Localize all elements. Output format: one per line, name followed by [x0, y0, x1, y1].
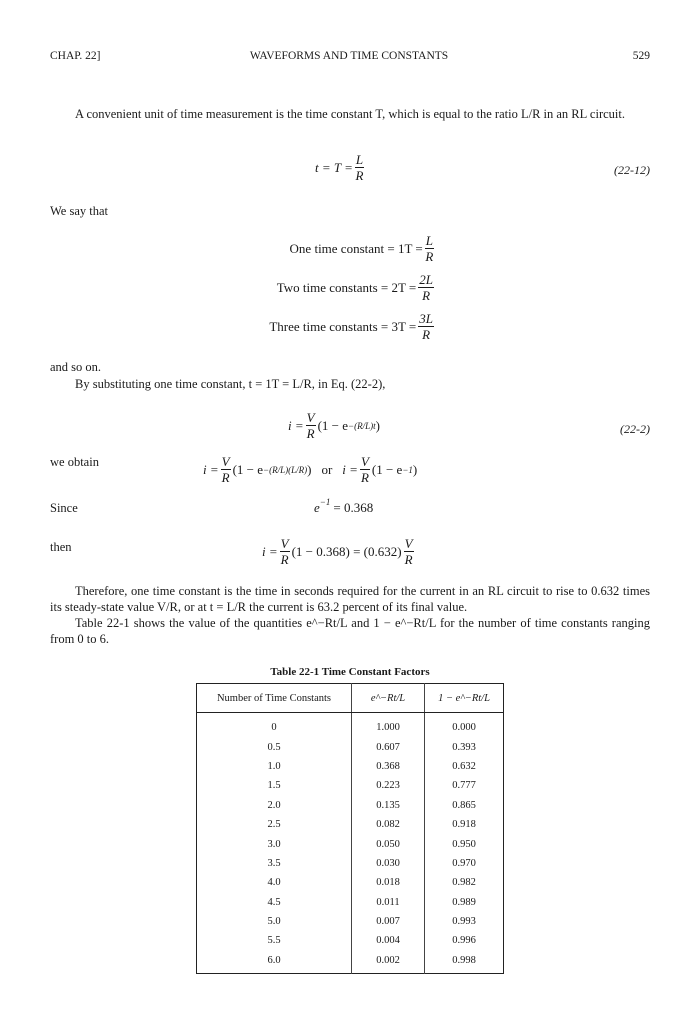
- paren: ): [412, 461, 418, 477]
- table-cell: 0.393: [452, 741, 476, 753]
- table-cell: 0.5: [197, 737, 352, 756]
- table-row: [197, 912, 504, 931]
- equation-we-obtain: [203, 454, 417, 485]
- table-row: [197, 893, 504, 912]
- paragraph-intro: A convenient unit of time measurement is the time constant T, which is equal to the ratio L/R in an RL circuit.: [75, 107, 625, 121]
- table-row: [197, 834, 504, 853]
- table-caption: Table 22-1 Time Constant Factors: [270, 666, 430, 678]
- table-cell: 0.002: [352, 951, 425, 974]
- time-constant-table: [196, 683, 504, 974]
- denominator: R: [221, 470, 230, 485]
- table-cell: 0.993: [452, 916, 476, 928]
- table-cell: 1.000: [352, 713, 425, 738]
- fraction: [404, 536, 414, 567]
- table-cell: 4.0: [197, 873, 352, 892]
- table-cell: 0.989: [452, 896, 476, 908]
- exponent: −1: [402, 464, 413, 475]
- time-constant-row: [277, 272, 436, 303]
- numerator: 3L: [419, 311, 433, 326]
- table-cell: 3.0: [197, 834, 352, 853]
- eq-lhs: t = T =: [315, 159, 353, 175]
- table-row: [197, 873, 504, 892]
- denominator: R: [306, 426, 315, 441]
- paren: ): [307, 461, 312, 477]
- denominator: R: [422, 288, 431, 303]
- table-cell: 0.135: [352, 796, 425, 815]
- column-header: 1 − e^−Rt/L: [425, 684, 504, 713]
- numerator: V: [404, 536, 413, 551]
- table-cell: 0.918: [452, 819, 476, 831]
- eq-rhs: (1 − 0.368) = (0.632): [291, 543, 402, 559]
- paragraph-table-intro: Table 22-1 shows the value of the quantities e^−Rt/L and 1 − e^−Rt/L for the number of time constants ranging from 0 to 6.: [50, 616, 650, 646]
- page-number: 529: [632, 50, 650, 62]
- and-so-on: and so on.: [50, 360, 102, 374]
- eq-rhs: (1 − e: [371, 461, 403, 477]
- time-constants-list: [269, 233, 436, 342]
- equation-22-12: [315, 152, 366, 183]
- eq-rhs: (1 − e: [317, 417, 349, 433]
- fraction: [280, 536, 290, 567]
- equation-22-2: [288, 410, 380, 441]
- fraction: [221, 454, 231, 485]
- table-cell: 1.5: [197, 776, 352, 795]
- numerator: V: [280, 536, 289, 551]
- eq-lhs: Two time constants = 2T =: [276, 279, 417, 295]
- table-cell: 5.0: [197, 912, 352, 931]
- numerator: L: [425, 233, 433, 248]
- exponent: −(R/L)t: [348, 420, 376, 431]
- eq-lhs: One time constant = 1T =: [289, 240, 423, 256]
- denominator: R: [360, 470, 369, 485]
- denominator: R: [280, 552, 289, 567]
- table-cell: 0.632: [452, 760, 476, 772]
- fraction: [355, 152, 364, 183]
- paragraph-therefore: Therefore, one time constant is the time in seconds required for the current in an RL circuit to rise to 0.632 times its steady-state value V/R, or at t = L/R the current is 63.2 percent of its final value.: [50, 584, 650, 614]
- equation-number: (22-12): [614, 163, 650, 177]
- table-row: [197, 713, 504, 738]
- since-label: Since: [50, 501, 78, 515]
- eq-lhs: i =: [262, 543, 278, 559]
- denominator: R: [404, 552, 413, 567]
- table-row: [197, 776, 504, 795]
- table-cell: 0.082: [352, 815, 425, 834]
- table-row: [197, 854, 504, 873]
- table-cell: 0.607: [352, 737, 425, 756]
- table-cell: 0.223: [352, 776, 425, 795]
- table-cell: 0.011: [352, 893, 425, 912]
- eq-lhs: Three time constants = 3T =: [269, 318, 417, 334]
- table-cell: 3.5: [197, 854, 352, 873]
- chapter-label: CHAP. 22]: [50, 50, 101, 62]
- denominator: R: [425, 249, 434, 264]
- table-cell: 0.050: [352, 834, 425, 853]
- or-text: or: [321, 461, 333, 477]
- we-say-that: We say that: [50, 204, 109, 218]
- eq-lhs: i =: [288, 417, 304, 433]
- running-title: WAVEFORMS AND TIME CONSTANTS: [249, 50, 449, 62]
- we-obtain-label: we obtain: [50, 455, 99, 469]
- table-row: [197, 815, 504, 834]
- eq-rhs: = 0.368: [333, 500, 374, 515]
- numerator: V: [221, 454, 230, 469]
- time-constant-row: [290, 233, 436, 264]
- column-header: e^−Rt/L: [352, 684, 425, 713]
- denominator: R: [422, 327, 431, 342]
- table-cell: 0.777: [452, 780, 476, 792]
- time-constant-row: [269, 311, 436, 342]
- fraction: [418, 311, 434, 342]
- paren: ): [375, 417, 380, 433]
- table-cell: 0.368: [352, 757, 425, 776]
- table-cell: 2.0: [197, 796, 352, 815]
- table-row: [197, 931, 504, 950]
- then-label: then: [50, 540, 72, 554]
- equation-since: [314, 497, 374, 516]
- fraction: [360, 454, 370, 485]
- table-cell: 6.0: [197, 951, 352, 974]
- equation-number: (22-2): [620, 422, 650, 436]
- table-cell: 0.018: [352, 873, 425, 892]
- exponent: −1: [319, 497, 331, 507]
- table-row: [197, 737, 504, 756]
- table-row: [197, 951, 504, 974]
- denominator: R: [355, 168, 364, 183]
- paragraph-substituting: By substituting one time constant, t = 1T = L/R, in Eq. (22-2),: [75, 377, 386, 391]
- column-header: Number of Time Constants: [197, 684, 352, 713]
- table-row: [197, 757, 504, 776]
- table-cell: 4.5: [197, 893, 352, 912]
- table-cell: 0.030: [352, 854, 425, 873]
- eq-lhs: e: [314, 500, 320, 515]
- table-cell: 0.996: [452, 935, 476, 947]
- eq-lhs: i =: [342, 461, 358, 477]
- table-cell: 0.004: [352, 931, 425, 950]
- table-cell: 0.998: [452, 954, 476, 966]
- fraction: [418, 272, 434, 303]
- table-row: [197, 796, 504, 815]
- table-cell: 1.0: [197, 757, 352, 776]
- table-cell: 0.000: [452, 722, 476, 734]
- table-cell: 0.007: [352, 912, 425, 931]
- fraction: [425, 233, 434, 264]
- table-cell: 0.865: [452, 799, 476, 811]
- numerator: V: [306, 410, 315, 425]
- table-cell: 0.950: [452, 838, 476, 850]
- table-cell: 0.970: [452, 857, 476, 869]
- eq-lhs: i =: [203, 461, 219, 477]
- equation-then: [262, 536, 416, 567]
- table-cell: 0: [197, 713, 352, 738]
- numerator: V: [360, 454, 369, 469]
- fraction: [306, 410, 316, 441]
- exponent: −(R/L)(L/R): [263, 464, 308, 475]
- table-cell: 5.5: [197, 931, 352, 950]
- numerator: L: [355, 152, 364, 167]
- eq-rhs: (1 − e: [232, 461, 264, 477]
- table-cell: 0.982: [452, 877, 476, 889]
- numerator: 2L: [419, 272, 433, 287]
- table-header-row: [197, 684, 504, 713]
- table-cell: 2.5: [197, 815, 352, 834]
